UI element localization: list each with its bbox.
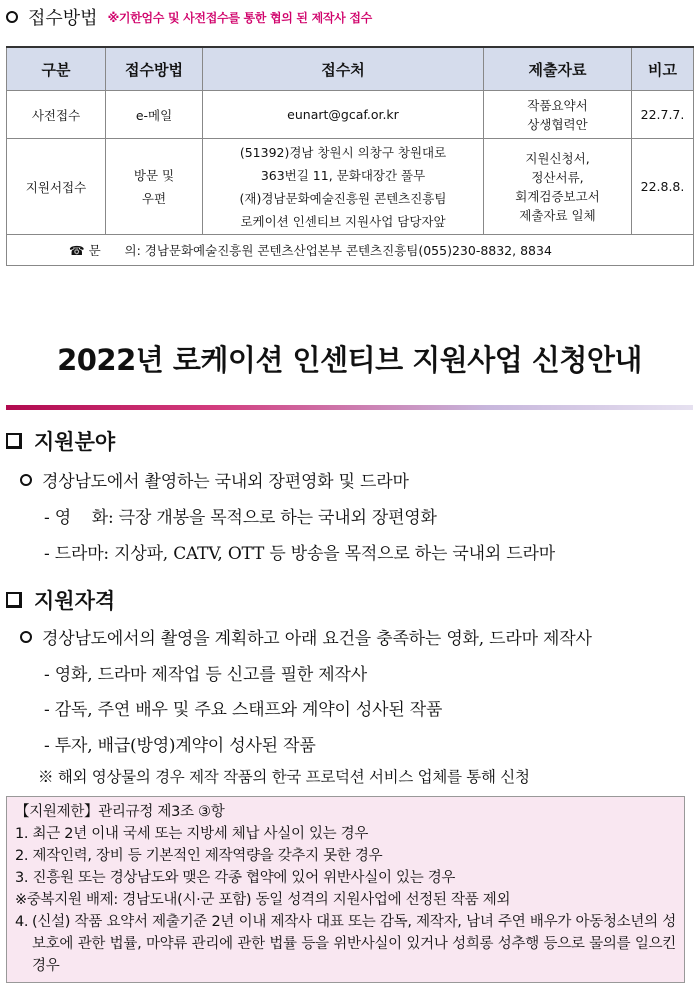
field-heading [6, 426, 115, 456]
doc-line: 지원신청서, [525, 150, 590, 166]
submission-note: ※기한엄수 및 사전접수를 통한 협의 된 제작사 접수 [107, 10, 372, 25]
restriction-item-number: 4. [15, 914, 29, 930]
method-line: 방문 및 [133, 167, 175, 183]
restriction-note: ※중복지원 배제: 경남도내(시·군 포함) 동일 성격의 지원사업에 선정된 작품 제외 [15, 892, 511, 908]
doc-line: 작품요약서 [527, 97, 588, 113]
address-line: (51392)경남 창원시 의창구 창원대로 [239, 144, 447, 160]
header-place: 접수처 [203, 47, 484, 91]
doc-line: 상생협력안 [527, 116, 588, 132]
header-method: 접수방법 [106, 47, 203, 91]
qualification-sub: - 영화, 드라마 제작업 등 신고를 필한 제작사 [44, 665, 367, 685]
cell-docs [484, 91, 632, 139]
cell-address [203, 139, 484, 235]
inquiry-cell [7, 235, 694, 266]
doc-line: 회계검증보고서 [515, 188, 600, 204]
cell-docs [484, 139, 632, 235]
header-docs: 제출자료 [484, 47, 632, 91]
cell-method [106, 139, 203, 235]
qualification-heading [6, 585, 115, 615]
cell-email[interactable]: eunart@gcaf.or.kr [203, 91, 484, 139]
restriction-item: 3. 진흥원 또는 경상남도와 맺은 각종 협약에 있어 위반사실이 있는 경우 [15, 870, 456, 886]
submission-table [6, 46, 694, 266]
title-underline [6, 405, 693, 410]
table-header-row [7, 47, 694, 91]
circle-bullet-icon [20, 631, 32, 643]
cell-date: 22.8.8. [632, 139, 694, 235]
restriction-item-text: (신설) 작품 요약서 제출기준 2년 이내 제작사 대표 또는 감독, 제작자, 남녀 주연 배우가 아동청소년의 성보호에 관한 법률, 마약류 관리에 관한 법률 등을 위반사실이 있거나 성희롱 성추행 등으로 물의를 일으킨 경우 [32, 914, 676, 974]
circle-bullet-icon [20, 474, 32, 486]
restriction-header: 【지원제한】관리규정 제3조 ③항 [15, 804, 225, 820]
method-line: 우편 [141, 190, 167, 206]
circle-bullet-icon [6, 11, 18, 23]
qualification-main-text: 경상남도에서의 촬영을 계획하고 아래 요건을 충족하는 영화, 드라마 제작사 [42, 629, 592, 649]
restriction-box [6, 796, 685, 983]
field-heading-text: 지원분야 [34, 430, 116, 454]
restriction-item: 1. 최근 2년 이내 국세 또는 지방세 체납 사실이 있는 경우 [15, 826, 369, 842]
qualification-sub: - 감독, 주연 배우 및 주요 스태프와 계약이 성사된 작품 [44, 700, 443, 720]
square-bullet-icon [6, 433, 22, 449]
field-sub-drama: - 드라마: 지상파, CATV, OTT 등 방송을 목적으로 하는 국내외 드라마 [44, 544, 555, 564]
field-main-text: 경상남도에서 촬영하는 국내외 장편영화 및 드라마 [42, 472, 409, 492]
field-main [20, 467, 409, 492]
address-line: (재)경남문화예술진흥원 콘텐츠진흥팀 [239, 190, 447, 206]
cell-type: 사전접수 [7, 91, 106, 139]
cell-type: 지원서접수 [7, 139, 106, 235]
restriction-item: 2. 제작인력, 장비 등 기본적인 제작역량을 갖추지 못한 경우 [15, 848, 383, 864]
inquiry-text: : 경남문화예술진흥원 콘텐츠산업본부 콘텐츠진흥팀(055)230-8832, 8834 [136, 243, 552, 258]
header-remark: 비고 [632, 47, 694, 91]
address-line: 로케이션 인센티브 지원사업 담당자앞 [240, 213, 446, 229]
restriction-item [15, 911, 676, 977]
field-sub-film: - 영 화: 극장 개봉을 목적으로 하는 국내외 장편영화 [44, 508, 437, 528]
doc-line: 정산서류, [531, 169, 584, 185]
cell-method: e-메일 [106, 91, 203, 139]
square-bullet-icon [6, 592, 22, 608]
qualification-heading-text: 지원자격 [34, 589, 116, 613]
qualification-note: ※ 해외 영상물의 경우 제작 작품의 한국 프로덕션 서비스 업체를 통해 신청 [38, 768, 530, 786]
table-row [7, 139, 694, 235]
page-title: 2022년 로케이션 인센티브 지원사업 신청안내 [57, 343, 642, 377]
qualification-main [20, 624, 592, 649]
inquiry-row [7, 235, 694, 266]
table-row [7, 91, 694, 139]
cell-date: 22.7.7. [632, 91, 694, 139]
header-category: 구분 [7, 47, 106, 91]
inquiry-label: 문 의 [88, 243, 137, 258]
doc-line: 제출자료 일체 [519, 207, 596, 223]
address-line: 363번길 11, 문화대장간 풀무 [260, 167, 426, 183]
qualification-sub: - 투자, 배급(방영)계약이 성사된 작품 [44, 736, 316, 756]
phone-icon: ☎ [69, 243, 85, 258]
submission-heading [6, 4, 372, 30]
submission-title: 접수방법 [28, 8, 98, 29]
